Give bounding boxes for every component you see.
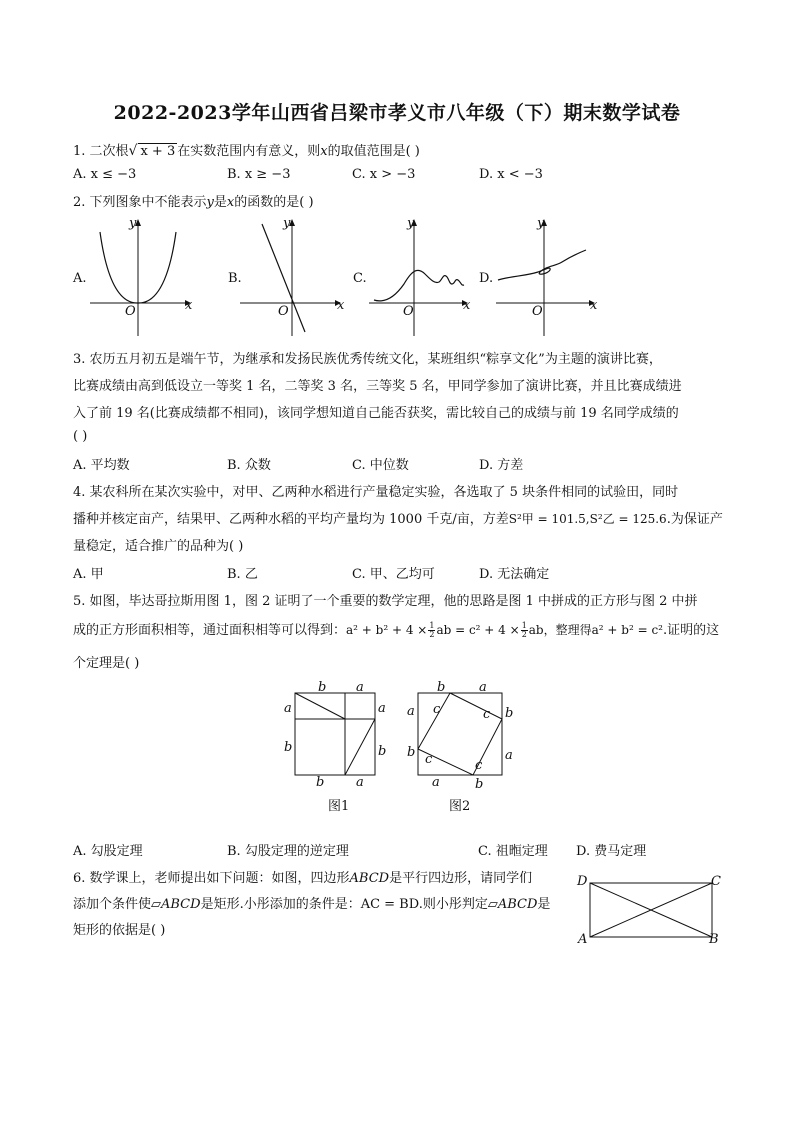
figure-1-caption: 图1 <box>328 799 350 814</box>
origin-label: O <box>278 304 289 319</box>
graph-a-svg <box>90 214 200 336</box>
side-label-b: b <box>505 706 514 721</box>
q2-option-b[interactable]: B. <box>228 271 242 286</box>
q2-text3: 的函数的是( ) <box>234 195 314 210</box>
side-label-a: a <box>505 748 513 763</box>
q4-option-c[interactable]: C. 甲、乙均可 <box>352 567 435 582</box>
side-label-a: a <box>356 680 364 695</box>
frac-numerator: 1 <box>521 621 527 630</box>
q5-eq-result: a² + b² = c² <box>591 623 663 637</box>
q6-text2: 是平行四边形，请同学们 <box>389 871 533 886</box>
q6-line-1 <box>73 867 532 886</box>
q2-stem <box>73 191 314 210</box>
x-label: x <box>590 298 598 313</box>
q2-text2: 是 <box>213 195 227 210</box>
q5-option-c[interactable]: C. 祖暅定理 <box>478 844 548 859</box>
side-label-b: b <box>318 680 327 695</box>
q2-option-c[interactable]: C. <box>353 271 367 286</box>
side-label-a: a <box>284 701 292 716</box>
q6-text3: 添加个条件使▱ <box>73 897 161 912</box>
frac-denominator: 2 <box>521 630 527 639</box>
diagonal-1 <box>295 693 345 719</box>
q4-option-d[interactable]: D. 无法确定 <box>479 567 550 582</box>
vertex-d: D <box>577 874 588 889</box>
q5-eq-right: ab，整理得 <box>528 623 592 637</box>
diagonal-2 <box>345 719 375 775</box>
q5-option-b[interactable]: B. 勾股定理的逆定理 <box>227 844 349 859</box>
q2-option-d[interactable]: D. <box>479 271 494 286</box>
figure-2-caption: 图2 <box>449 799 471 814</box>
rectangle-svg <box>576 872 726 948</box>
q1-var: x <box>320 144 328 159</box>
y-label: y <box>407 216 415 231</box>
x-label: x <box>185 298 193 313</box>
q1-stem: 1. 二次根√ x + 3 在实数范围内有意义，则x的取值范围是( ) <box>73 143 420 159</box>
graph-b[interactable] <box>240 214 350 340</box>
side-label-b: b <box>475 777 484 792</box>
vertex-b: B <box>709 932 719 947</box>
x-label: x <box>463 298 471 313</box>
outer-square <box>295 693 375 775</box>
q5-text: 成的正方形面积相等，通过面积相等可以得到： <box>73 623 347 638</box>
q5-eq-left: a² + b² + 4 × <box>346 623 428 637</box>
q2-y: y <box>206 195 214 210</box>
q5-line-3: 个定理是( ) <box>73 656 140 671</box>
side-label-c: c <box>483 707 491 722</box>
q3-option-b[interactable]: B. 众数 <box>227 458 271 473</box>
q1-text3: 的取值范围是( ) <box>327 144 420 159</box>
frac-denominator: 2 <box>429 630 435 639</box>
figure-1-svg <box>282 680 392 790</box>
side-label-a: a <box>432 775 440 790</box>
q6-line-3: 矩形的依据是( ) <box>73 923 166 938</box>
graph-c-svg <box>369 214 479 336</box>
q5-frac-2 <box>521 622 528 639</box>
graph-c[interactable] <box>369 214 479 340</box>
figure-2-svg <box>405 680 515 790</box>
q1-option-a[interactable]: A. x ≤ −3 <box>73 167 137 182</box>
q5-frac-1 <box>428 622 435 639</box>
side-label-b: b <box>316 775 325 790</box>
q4-text2: .为保证产 <box>666 512 723 527</box>
figure-2 <box>405 680 515 794</box>
q5-option-a[interactable]: A. 勾股定理 <box>73 844 143 859</box>
q6-text5: 是 <box>537 897 551 912</box>
side-label-a: a <box>479 680 487 695</box>
side-label-c: c <box>433 702 441 717</box>
side-label-c: c <box>425 752 433 767</box>
figure-1 <box>282 680 392 794</box>
q4-option-b[interactable]: B. 乙 <box>227 567 258 582</box>
q3-line-2: 比赛成绩由高到低设立一等奖 1 名，二等奖 3 名，三等奖 5 名，甲同学参加了演讲比赛，并且比赛成绩进 <box>73 379 682 394</box>
q3-option-c[interactable]: C. 中位数 <box>352 458 409 473</box>
q4-line-2 <box>73 508 723 527</box>
q6-abcd: ABCD <box>349 871 390 886</box>
q5-option-d[interactable]: D. 费马定理 <box>576 844 647 859</box>
q1-option-b[interactable]: B. x ≥ −3 <box>227 167 291 182</box>
side-label-a: a <box>378 701 386 716</box>
rectangle-figure <box>576 872 726 952</box>
side-label-b: b <box>437 680 446 695</box>
q4-line-1: 4. 某农科所在某次实验中，对甲、乙两种水稻进行产量稳定实验，各选取了 5 块条件相同的试验田，同时 <box>73 485 679 500</box>
page-title: 2022-2023学年山西省吕梁市孝义市八年级（下）期末数学试卷 <box>113 102 681 124</box>
q6-abcd: ABCD <box>161 897 201 912</box>
q5-text2: .证明的这 <box>662 623 720 638</box>
q5-eq-mid: ab = c² + 4 × <box>436 623 520 637</box>
vertex-a: A <box>578 932 588 947</box>
side-label-b: b <box>284 740 293 755</box>
vertex-c: C <box>711 874 721 889</box>
origin-label: O <box>532 304 543 319</box>
origin-label: O <box>125 304 136 319</box>
side-label-a: a <box>356 775 364 790</box>
q6-abcd: ABCD <box>497 897 538 912</box>
q3-line-1: 3. 农历五月初五是端午节，为继承和发扬民族优秀传统文化，某班组织“粽享文化”为主题的演讲比赛， <box>73 352 662 367</box>
q6-text4: 是矩形.小彤添加的条件是：AC = BD.则小彤判定▱ <box>200 897 498 912</box>
side-label-a: a <box>407 704 415 719</box>
q4-variance-yi: S²乙 = 125.6 <box>589 512 667 526</box>
s-curve <box>498 250 586 280</box>
y-label: y <box>537 216 545 231</box>
graph-d-svg <box>496 214 606 336</box>
q1-text: 1. 二次根 <box>73 144 129 159</box>
graph-b-svg <box>240 214 350 336</box>
side-label-b: b <box>378 744 387 759</box>
q1-option-d[interactable]: D. x < −3 <box>479 167 543 182</box>
q2-x: x <box>226 195 235 210</box>
frac-numerator: 1 <box>429 621 435 630</box>
x-label: x <box>337 298 345 313</box>
q6-line-2 <box>73 893 550 912</box>
q4-option-a[interactable]: A. 甲 <box>73 567 104 582</box>
q3-line-3: 入了前 19 名(比赛成绩都不相同)，该同学想知道自己能否获奖，需比较自己的成绩与前 19 名同学成绩的 <box>73 406 679 421</box>
q3-option-d[interactable]: D. 方差 <box>479 458 524 473</box>
q5-line-1: 5. 如图，毕达哥拉斯用图 1，图 2 证明了一个重要的数学定理，他的思路是图 1 中拼成的正方形与图 2 中拼 <box>73 594 698 609</box>
q1-radicand: x + 3 <box>140 144 176 159</box>
y-label: y <box>283 216 291 231</box>
q6-text: 6. 数学课上，老师提出如下问题：如图，四边形 <box>73 871 350 886</box>
graph-a[interactable] <box>90 214 200 340</box>
side-label-c: c <box>475 758 483 773</box>
wavy-curve <box>374 270 464 301</box>
q3-option-a[interactable]: A. 平均数 <box>73 458 130 473</box>
q2-option-a[interactable]: A. <box>73 271 87 286</box>
side-label-b: b <box>407 745 416 760</box>
graph-d[interactable] <box>496 214 606 340</box>
q1-option-c[interactable]: C. x > −3 <box>352 167 416 182</box>
q4-line-3: 量稳定，适合推广的品种为( ) <box>73 539 244 554</box>
origin-label: O <box>403 304 414 319</box>
q1-text2: 在实数范围内有意义，则 <box>177 144 321 159</box>
q3-line-4: ( ) <box>73 429 88 444</box>
q4-variance-jia: S²甲 = 101.5, <box>508 512 590 526</box>
q4-text: 播种并核定亩产，结果甲、乙两种水稻的平均产量均为 1000 千克/亩，方差 <box>73 512 509 527</box>
q5-line-2 <box>73 619 719 639</box>
q2-text: 2. 下列图象中不能表示 <box>73 195 207 210</box>
y-label: y <box>129 216 137 231</box>
